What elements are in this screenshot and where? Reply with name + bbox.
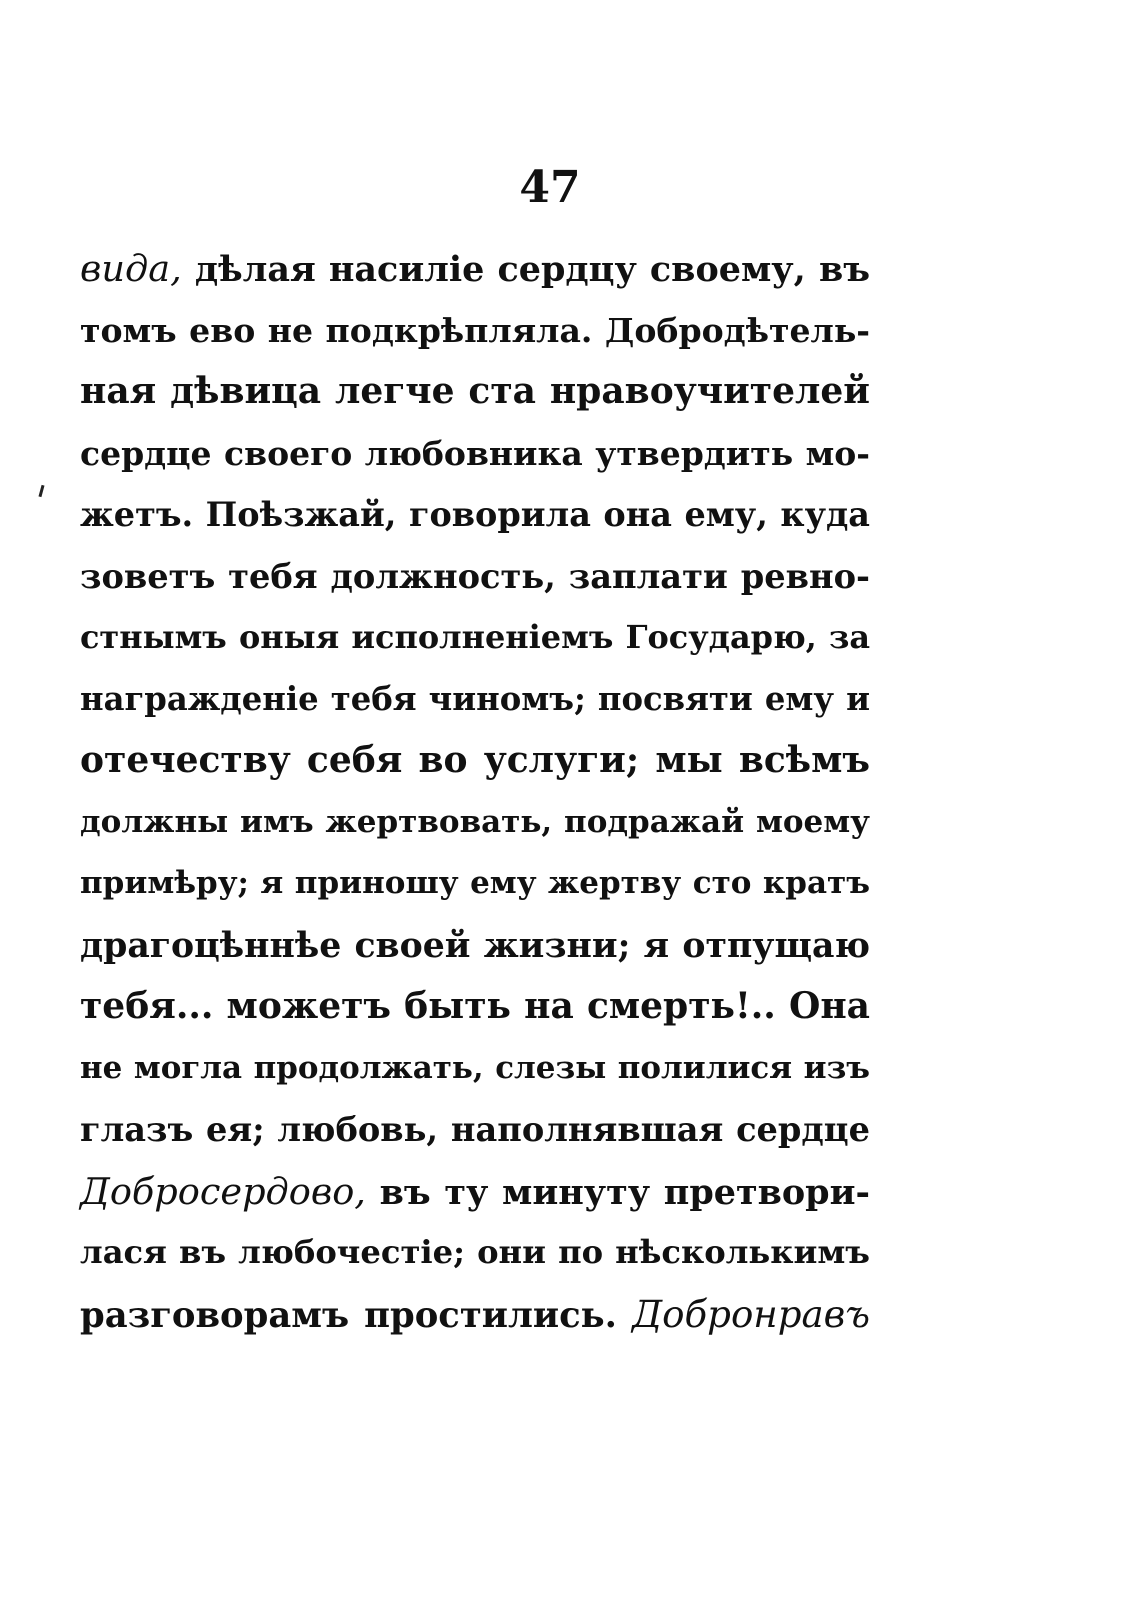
text-line (80, 915, 870, 977)
text-segment: глазъ ея; любовь, наполнявшая сердце (80, 1109, 870, 1149)
text-segment: награжденіе тебя чиномъ; посвяти ему и (80, 679, 870, 718)
text-line (80, 238, 870, 300)
text-line (80, 853, 870, 915)
text-segment: въ ту минуту претвори- (365, 1171, 870, 1213)
margin-mark (38, 485, 44, 497)
text-segment: сердце своего любовника утвердить мо- (80, 433, 870, 473)
italic-text: вида, (80, 247, 182, 290)
page-number: 47 (519, 162, 581, 213)
text-line (80, 484, 870, 546)
text-segment: отечеству себя во услуги; мы всѣмъ (80, 739, 870, 781)
text-segment: зоветъ тебя должность, заплати ревно- (80, 555, 870, 596)
text-line (80, 976, 870, 1038)
italic-text: Добронравъ (631, 1292, 870, 1336)
text-segment: тебя... можетъ быть на смерть!.. Она (80, 985, 870, 1027)
text-line (80, 1284, 870, 1346)
text-line (80, 1099, 870, 1161)
text-line (80, 423, 870, 485)
text-line (80, 1161, 870, 1223)
text-segment: дѣлая насиліе сердцу своему, въ (181, 249, 870, 290)
text-line (80, 730, 870, 792)
text-segment: должны имъ жертвовать, подражай моему (80, 803, 870, 840)
text-segment: разговорамъ простились. (80, 1294, 632, 1336)
text-line (80, 792, 870, 854)
text-segment: томъ ево не подкрѣпляла. Добродѣтель- (80, 310, 870, 350)
body-text (80, 238, 870, 1345)
text-segment: лася въ любочестіе; они по нѣсколькимъ (80, 1233, 870, 1271)
text-segment: драгоцѣннѣе своей жизни; я отпущаю (80, 924, 870, 966)
text-segment: примѣру; я приношу ему жертву сто кратъ (80, 865, 870, 901)
text-segment: ная дѣвица легче ста нравоучителей (80, 370, 870, 412)
text-line (80, 300, 870, 362)
text-segment: не могла продолжать, слезы полилися изъ (80, 1049, 870, 1086)
text-segment: стнымъ оныя исполненіемъ Государю, за (80, 618, 870, 656)
text-line (80, 607, 870, 669)
text-line (80, 669, 870, 731)
text-line (80, 361, 870, 423)
text-line (80, 1222, 870, 1284)
text-line (80, 546, 870, 608)
text-line (80, 1038, 870, 1100)
italic-text: Добросердово, (80, 1169, 366, 1213)
text-segment: жетъ. Поѣзжай, говорила она ему, куда (80, 495, 870, 534)
